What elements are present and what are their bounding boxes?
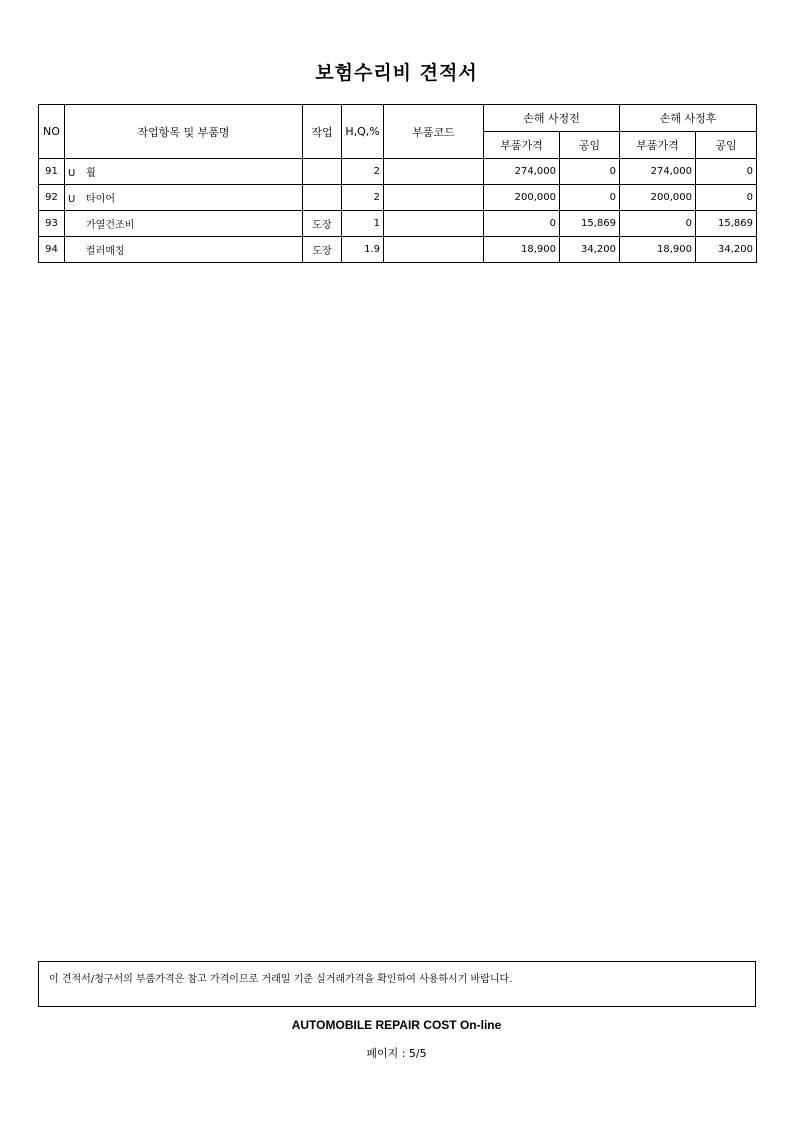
row-prefix: U	[68, 168, 76, 179]
row-after-labor: 15,869	[696, 211, 757, 237]
row-item	[65, 211, 303, 237]
row-item	[65, 237, 303, 263]
table-row	[39, 211, 757, 237]
row-before-parts: 0	[484, 211, 560, 237]
table-body	[39, 159, 757, 263]
row-name: 휠	[86, 168, 96, 179]
row-after-labor: 0	[696, 159, 757, 185]
footer-brand: AUTOMOBILE REPAIR COST On-line	[291, 1018, 502, 1032]
row-before-labor: 0	[560, 185, 620, 211]
estimate-table	[38, 104, 757, 263]
row-name: 가열건조비	[86, 220, 135, 231]
row-after-labor: 0	[696, 185, 757, 211]
header-after-labor: 공임	[696, 132, 757, 159]
row-hq: 1.9	[342, 237, 384, 263]
row-no: 91	[39, 159, 65, 185]
row-prefix: U	[68, 194, 76, 205]
row-code	[384, 159, 484, 185]
row-after-parts: 200,000	[620, 185, 696, 211]
row-name: 컬러매칭	[86, 246, 125, 257]
header-after-group: 손해 사정후	[620, 105, 757, 132]
row-work	[303, 159, 342, 185]
table-header	[39, 105, 757, 159]
row-no: 92	[39, 185, 65, 211]
table-row	[39, 237, 757, 263]
row-before-labor: 0	[560, 159, 620, 185]
header-code: 부품코드	[384, 105, 484, 159]
row-code	[384, 211, 484, 237]
page-number: 페이지 : 5/5	[366, 1047, 427, 1060]
row-before-labor: 34,200	[560, 237, 620, 263]
document-title: 보험수리비 견적서	[315, 62, 478, 84]
row-before-parts: 200,000	[484, 185, 560, 211]
header-after-parts: 부품가격	[620, 132, 696, 159]
row-work: 도장	[303, 211, 342, 237]
header-item: 작업항목 및 부품명	[65, 105, 303, 159]
row-code	[384, 237, 484, 263]
row-no: 93	[39, 211, 65, 237]
row-item	[65, 159, 303, 185]
notice-box	[38, 961, 756, 1007]
header-before-group: 손해 사정전	[484, 105, 620, 132]
header-no: NO	[39, 105, 65, 159]
header-work: 작업	[303, 105, 342, 159]
header-hq: H,Q,%	[342, 105, 384, 159]
row-hq: 1	[342, 211, 384, 237]
notice-text: 이 견적서/청구서의 부품가격은 참고 가격이므로 거래일 기준 실거래가격을 확인하여 사용하시기 바랍니다.	[49, 974, 513, 985]
row-after-parts: 0	[620, 211, 696, 237]
row-before-labor: 15,869	[560, 211, 620, 237]
table-row	[39, 159, 757, 185]
row-no: 94	[39, 237, 65, 263]
row-hq: 2	[342, 185, 384, 211]
header-before-labor: 공임	[560, 132, 620, 159]
row-name: 타이어	[86, 194, 115, 205]
row-hq: 2	[342, 159, 384, 185]
row-after-parts: 274,000	[620, 159, 696, 185]
row-work	[303, 185, 342, 211]
row-work: 도장	[303, 237, 342, 263]
row-before-parts: 274,000	[484, 159, 560, 185]
row-before-parts: 18,900	[484, 237, 560, 263]
row-code	[384, 185, 484, 211]
row-item	[65, 185, 303, 211]
table-row	[39, 185, 757, 211]
header-before-parts: 부품가격	[484, 132, 560, 159]
row-after-parts: 18,900	[620, 237, 696, 263]
row-after-labor: 34,200	[696, 237, 757, 263]
